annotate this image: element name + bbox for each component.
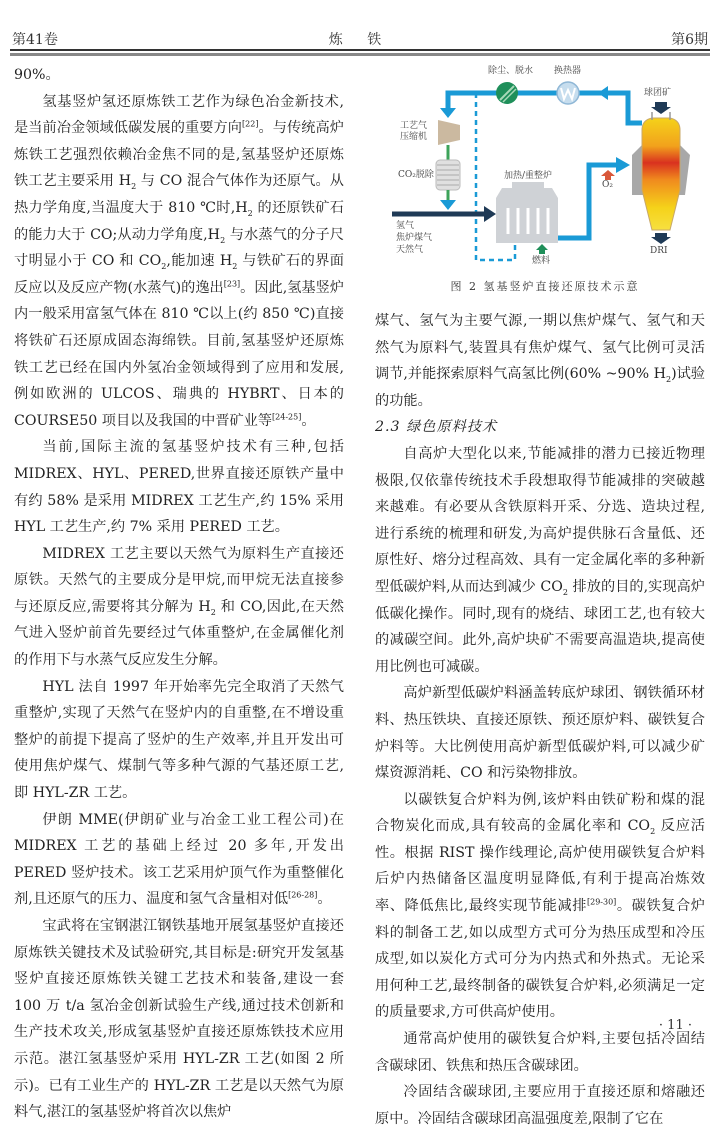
- label-heater-reformer: 加热/重整炉: [504, 171, 553, 181]
- figure-2: [380, 60, 710, 300]
- left-column: [14, 62, 344, 1126]
- body-paragraph: MIDREX 工艺主要以天然气为原料生产直接还原铁。天然气的主要成分是甲烷,而甲烷无法直接参与还原反应,需要将其分解为 $H_2$ 和 CO,因此,在天然气进入竖炉前首先要经过气体重整炉,在金属催化剂的作用下与水蒸气反应发生分解。: [14, 545, 344, 669]
- section-heading: 2.3 绿色原料技术: [375, 419, 498, 436]
- journal-title: 炼 铁: [328, 32, 392, 48]
- right-column: [375, 308, 705, 1132]
- oxygen-arrow-icon: [601, 170, 615, 180]
- label-coke-oven-gas: 焦炉煤气: [396, 233, 433, 243]
- figure-caption: 图 2 氢基竖炉直接还原技术示意: [450, 280, 640, 293]
- pellet-feed-arrow-icon: [651, 102, 671, 114]
- label-natural-gas: 天然气: [396, 245, 424, 255]
- label-heat-exchanger: 换热器: [554, 66, 582, 76]
- header-rule-thick: [10, 49, 710, 51]
- body-paragraph: 氢基竖炉氢还原炼铁工艺作为绿色冶金新技术,是当前冶金领域低碳发展的重要方向[22]。与传统高炉炼铁工艺强烈依赖冶金焦不同的是,氢基竖炉还原炼铁工艺主要采用 $H_2$ 与 CO 混合气体作为还原气。从热力学角度,当温度大于 810 ℃时$,H_2$ 的还原铁矿石的能力大于 CO;从动力学角度$,H_2$ 与水蒸气的分子尺寸明显小于 CO 和 $CO_2$,能加速 $H_2$ 与铁矿石的界面反应以及反应产物(水蒸气)的逸出[23]。因此,氢基竖炉内一般采用富氢气体在 810 ℃以上(约 850 ℃)直接将铁矿石还原成固态海绵铁。目前,氢基竖炉还原炼铁工艺已经在国内外氢冶金领域得到了应用和发展,例如欧洲的 ULCOS、瑞典的 HYBRT、日本的 COURSE50 项目以及我国的中晋矿业等[24-25]。: [14, 93, 344, 429]
- heat-exchanger-icon: [557, 82, 579, 104]
- label-compressor-1: 工艺气: [400, 121, 428, 131]
- body-paragraph: 自高炉大型化以来,节能减排的潜力已接近物理极限,仅依靠传统技术手段想取得节能减排的突破越来越难。有必要从含铁原料开采、分选、造块过程,进行系统的梳理和研发,为高炉提供脉石含量低、还原性好、熔分过程高效、具有一定金属化率的多种新型低碳炉料,从而达到减少 $CO_2$ 排放的目的,实现高炉低碳化操作。同时,现有的烧结、球团工艺,也有较大的减碳空间。此外,高炉块矿不需要高温造块,提高使用比例也可减碳。: [375, 445, 705, 675]
- running-header: [10, 0, 710, 60]
- volume-label: 第41卷: [12, 32, 58, 48]
- body-paragraph: 90%。: [14, 67, 60, 83]
- body-paragraph: 宝武将在宝钢湛江钢铁基地开展氢基竖炉直接还原炼铁关键技术及试验研究,其目标是:研究开发氢基竖炉直接还原炼铁关键工艺技术和装备,建设一套 100 万 t/a 氢冶金创新试验生产线,通过技术创新和生产技术攻关,形成氢基竖炉直接还原炼铁技术应用示范。湛江氢基竖炉采用 HYL-ZR 工艺(如图 2 所示)。已有工业生产的 HYL-ZR 工艺是以天然气为原料气,湛江的氢基竖炉将首次以焦炉: [14, 918, 344, 1121]
- body-paragraph: 煤气、氢气为主要气源,一期以焦炉煤气、氢气和天然气为原料气,装置具有焦炉煤气、氢气比例可灵活调节,并能探索原料气高氢比例(60% ~90% $H_2$)试验的功能。: [375, 313, 705, 409]
- right-arrow-icon: [484, 206, 496, 222]
- shaft-furnace-icon: [642, 118, 680, 230]
- body-paragraph: 伊朗 MME(伊朗矿业与冶金工业工程公司)在 MIDREX 工艺的基础上经过 20 多年,开发出 PERED 竖炉技术。该工艺采用炉顶气作为重整催化剂,且还原气的压力、温度和氢气含量相对低[26-28]。: [14, 811, 344, 908]
- label-compressor-2: 压缩机: [400, 132, 428, 142]
- label-pellet-ore: 球团矿: [644, 88, 672, 98]
- body-paragraph: HYL 法自 1997 年开始率先完全取消了天然气重整炉,实现了天然气在竖炉内的自重整,在不增设重整炉的前提下提高了竖炉的生产效率,并且开发出可使用焦炉煤气、煤制气等多种气源的气基还原工艺,即 HYL-ZR 工艺。: [14, 678, 344, 802]
- body-paragraph: 通常高炉使用的碳铁复合炉料,主要包括冷固结含碳球团、铁焦和热压含碳球团。: [375, 1031, 705, 1074]
- label-hydrogen: 氢气: [396, 221, 415, 231]
- label-oxygen: O₂: [602, 180, 613, 190]
- body-paragraph: 以碳铁复合炉料为例,该炉料由铁矿粉和煤的混合物炭化而成,具有较高的金属化率和 $CO_2$ 反应活性。根据 RIST 操作线理论,高炉使用碳铁复合炉料后炉内热储备区温度明显降低,有利于提高冶炼效率、降低焦比,最终实现节能减排[29-30]。碳铁复合炉料的制备工艺,如以成型方式可分为热压成型和冷压成型,如以炭化方式可分为内热式和外热式。无论采用何种工艺,最终制备的碳铁复合炉料,必须满足一定的质量要求,方可供高炉使用。: [375, 791, 705, 1021]
- dri-output-arrow-icon: [651, 233, 671, 244]
- header-rule-thin: [10, 53, 710, 56]
- body-paragraph: 当前,国际主流的氢基竖炉技术有三种,包括 MIDREX、HYL、PERED,世界直接还原铁产量中有约 58% 是采用 MIDREX 工艺生产,约 15% 采用 HYL 工艺生产,约 7% 采用 PERED 工艺。: [14, 439, 344, 536]
- label-dri: DRI: [650, 246, 668, 256]
- fuel-arrow-icon: [536, 244, 548, 254]
- label-dust-dewater: 除尘、脱水: [488, 66, 534, 76]
- body-paragraph: 高炉新型低碳炉料涵盖转底炉球团、钢铁循环材料、热压铁块、直接还原铁、预还原炉料、碳铁复合炉料等。大比例使用高炉新型低碳炉料,可以减少矿煤资源消耗、CO 和污染物排放。: [375, 685, 705, 782]
- left-arrow-icon: [598, 86, 608, 100]
- label-co2-removal: CO₂脱除: [398, 170, 434, 180]
- label-fuel: 燃料: [532, 256, 551, 266]
- body-paragraph: 冷固结含碳球团,主要应用于直接还原和熔融还原中。冷固结含碳球团高温强度差,限制了它在: [375, 1084, 705, 1127]
- right-arrow-icon: [616, 157, 630, 173]
- down-arrow-icon: [440, 108, 456, 118]
- compressor-icon: [438, 120, 460, 145]
- page-number: · 11 ·: [658, 1018, 692, 1033]
- down-arrow-icon: [440, 200, 456, 210]
- issue-label: 第6期: [671, 32, 708, 48]
